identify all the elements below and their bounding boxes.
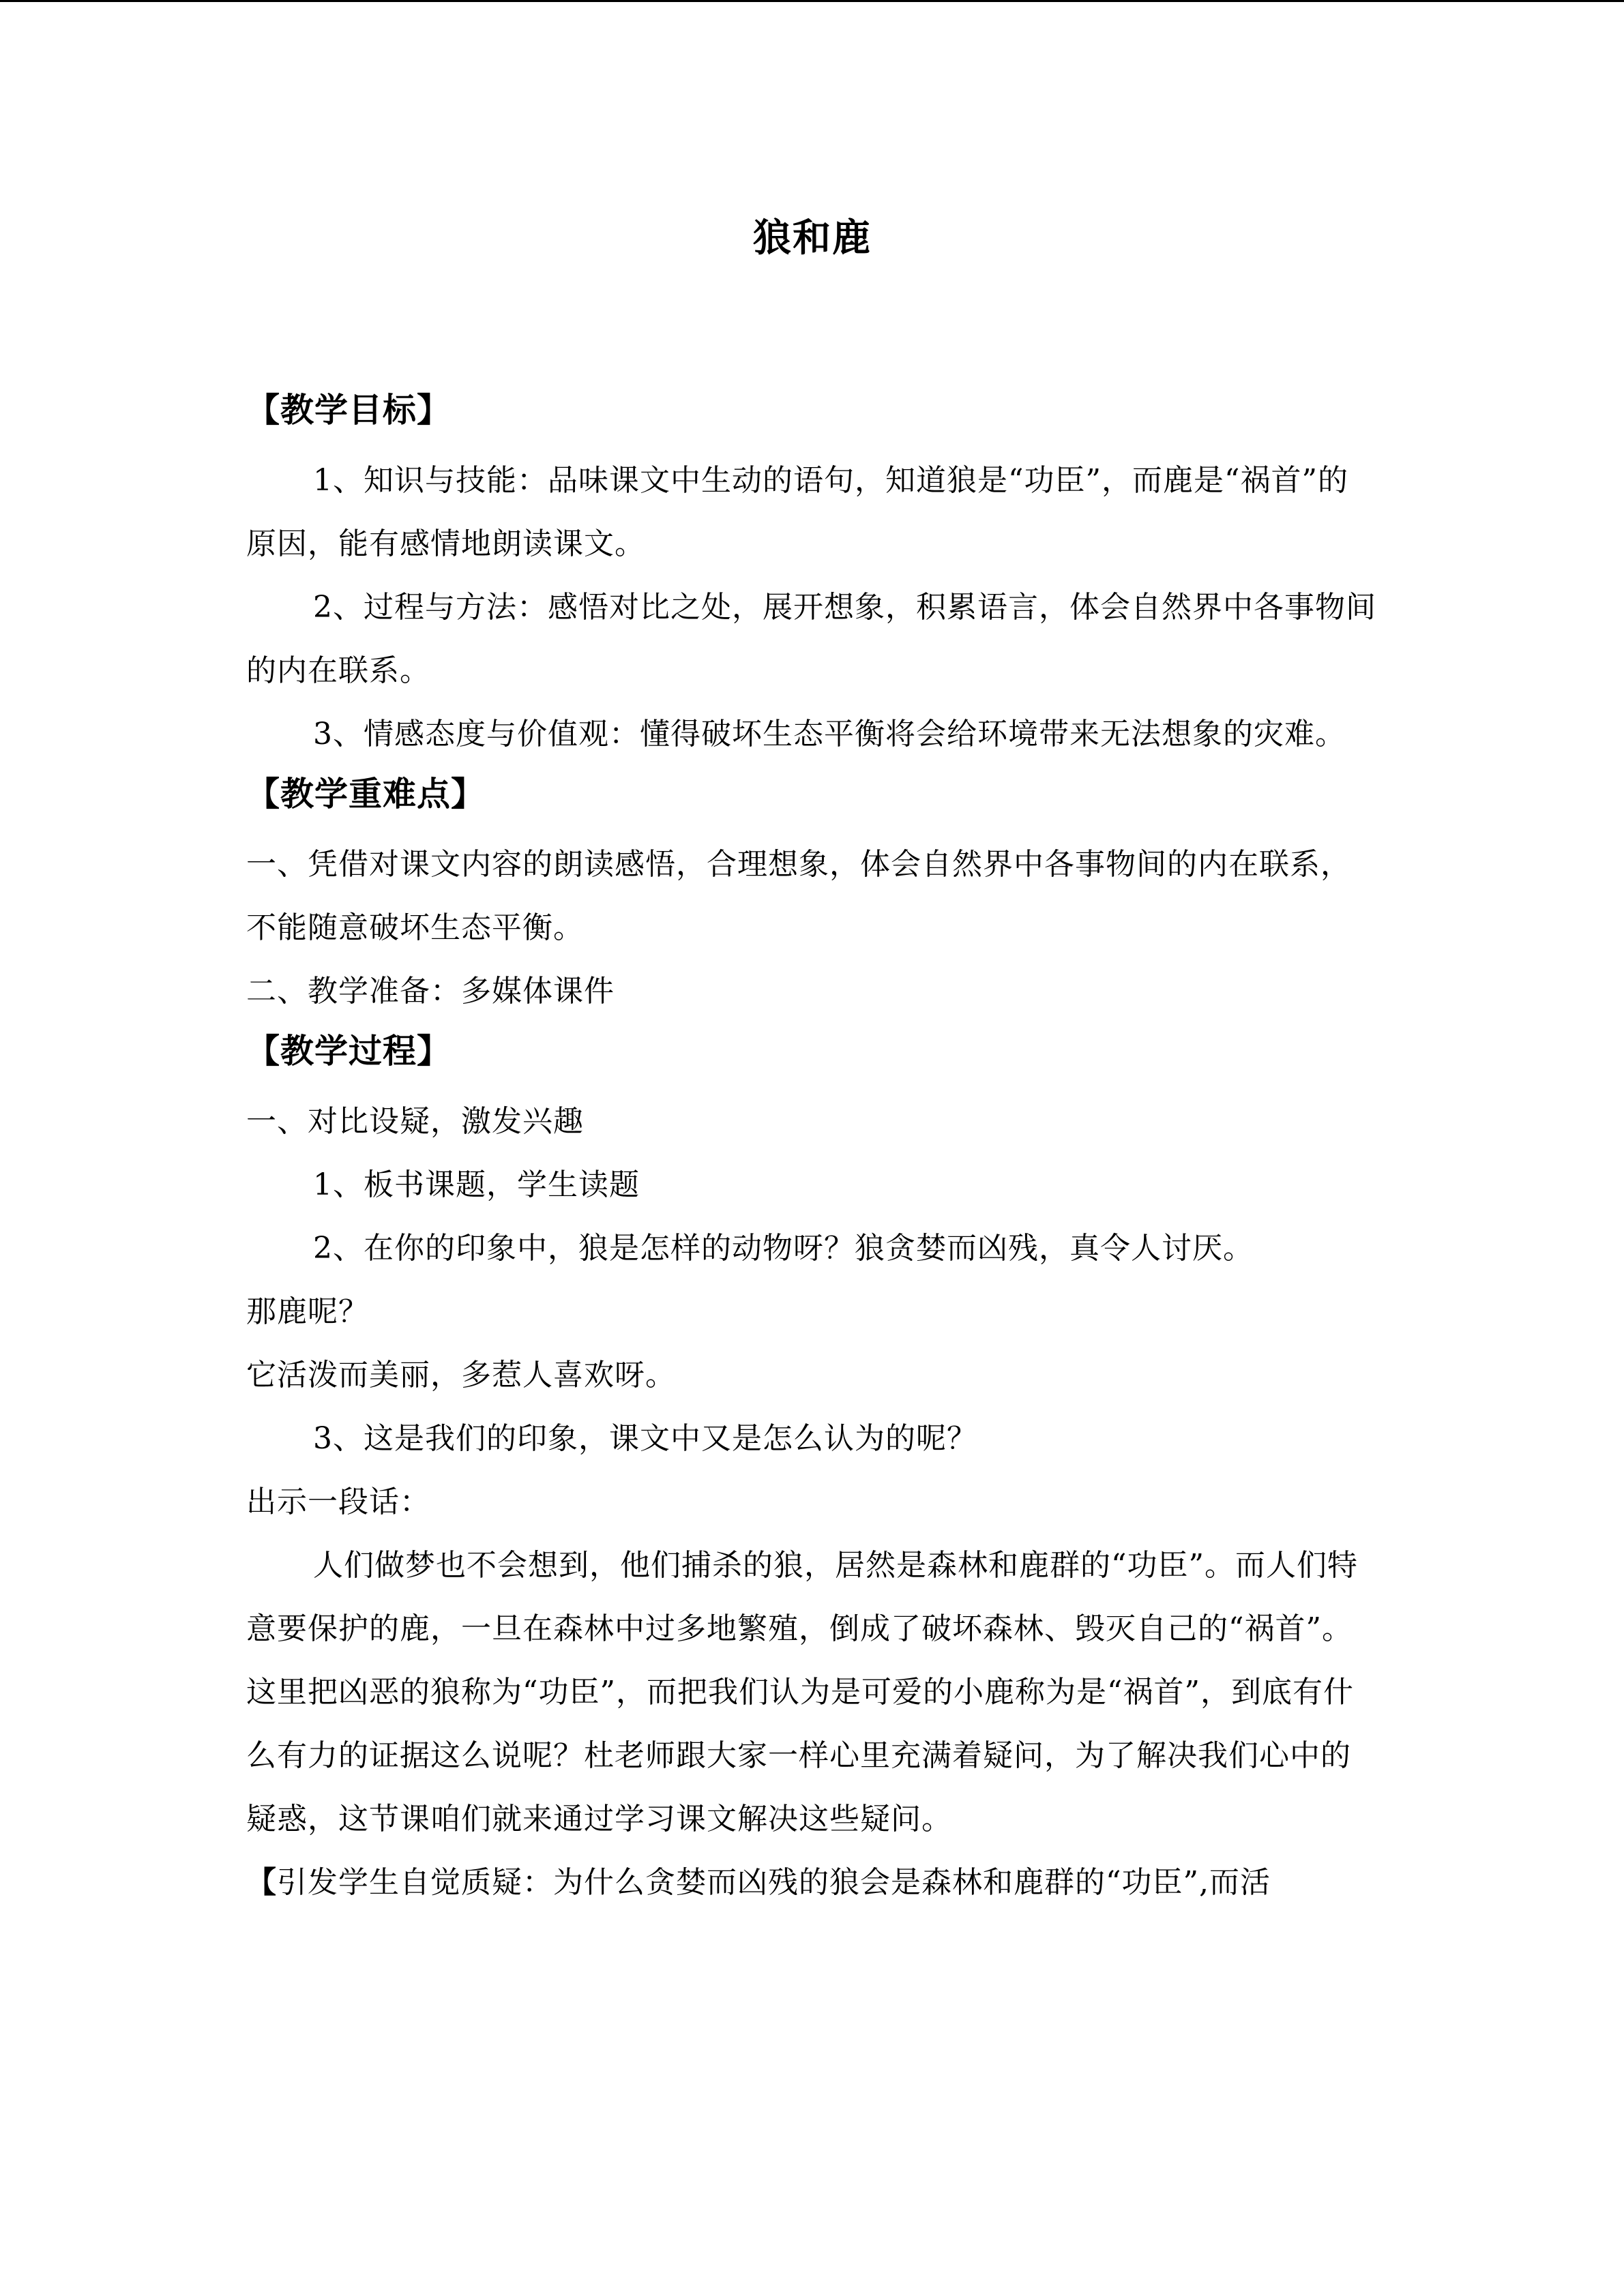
document-body [246, 382, 1378, 1914]
goal-item-3: 3、情感态度与价值观：懂得破坏生态平衡将会给环境带来无法想象的灾难。 [313, 717, 1346, 751]
show-passage-label: 出示一段话： [246, 1485, 430, 1519]
page-top-border [0, 0, 1624, 2]
quoted-passage: 人们做梦也不会想到，他们捕杀的狼，居然是森林和鹿群的“功臣”。而人们特意要保护的鹿，一旦在森林中过多地繁殖，倒成了破坏森林、毁灭自己的“祸首”。 [246, 1548, 1358, 1646]
teaching-note [246, 1851, 1378, 1914]
deer-question: 那鹿呢？ [246, 1294, 369, 1329]
goal-item-1: 1、知识与技能：品味课文中生动的语句，知道狼是“功臣”，而鹿是“祸首”的原因，能有感情地朗读课文。 [246, 463, 1348, 561]
document-title: 狼和鹿 [753, 216, 872, 260]
note-open-bracket: 【 [246, 1865, 277, 1900]
deer-answer: 它活泼而美丽，多惹人喜欢呀。 [246, 1358, 676, 1392]
heading-teaching-goals: 【教学目标】 [246, 391, 452, 430]
process-sub-2: 2、在你的印象中，狼是怎样的动物呀？狼贪婪而凶残，真令人讨厌。 [313, 1231, 1254, 1266]
key-point-1: 一、凭借对课文内容的朗读感悟，合理想象，体会自然界中各事物间的内在联系，不能随意破坏生态平衡。 [246, 847, 1351, 945]
goal-item-2: 2、过程与方法：感悟对比之处，展开想象，积累语言，体会自然界中各事物间的内在联系。 [246, 590, 1376, 688]
process-step-1: 一、对比设疑，激发兴趣 [246, 1104, 584, 1139]
key-point-2: 二、教学准备：多媒体课件 [246, 974, 615, 1009]
note-text: 引发学生自觉质疑：为什么贪婪而凶残的狼会是森林和鹿群的“功臣”,而活 [277, 1865, 1271, 1900]
process-sub-1: 1、板书课题，学生读题 [313, 1167, 640, 1202]
process-sub-3: 3、这是我们的印象，课文中又是怎么认为的呢？ [313, 1421, 977, 1456]
heading-key-points: 【教学重难点】 [246, 775, 486, 814]
heading-teaching-process: 【教学过程】 [246, 1032, 452, 1071]
explanation-paragraph: 这里把凶恶的狼称为“功臣”，而把我们认为是可爱的小鹿称为是“祸首”，到底有什么有力的证据这么说呢？杜老师跟大家一样心里充满着疑问，为了解决我们心中的疑惑，这节课咱们就来通过学习课文解决这些疑问。 [246, 1675, 1354, 1836]
